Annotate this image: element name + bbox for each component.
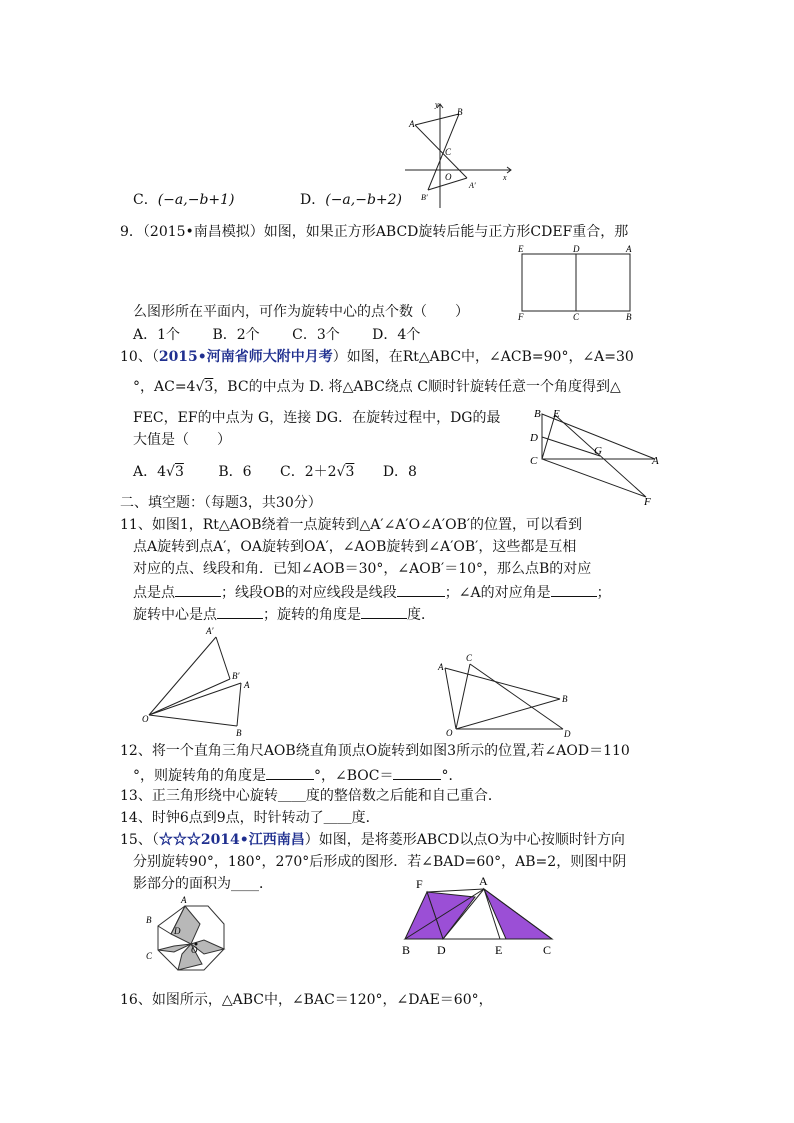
figure-q11-rotation-1: [140, 622, 260, 740]
q15-label-A: A: [181, 895, 187, 905]
section-2-heading: 二、填空题：（每题3，共30分）: [120, 495, 322, 511]
q10-line1: 10、（2015•河南省师大附中月考）如图，在Rt△ABC中，∠ACB=90°，∠A=30: [120, 349, 634, 365]
q11b-label-D: D: [564, 729, 571, 739]
q11a-label-Bp: B′: [232, 671, 240, 681]
q10-option-a: A．4√3: [133, 464, 184, 480]
q16-label-E: E: [495, 943, 503, 957]
q16-label-C: C: [543, 943, 552, 957]
q8-label-C: C: [445, 147, 452, 157]
sqrt-symbol: √: [195, 379, 205, 395]
q8-label-y: y: [435, 100, 439, 109]
q11-line4: 点是点 ；线段OB的对应线段是线段 ；∠A的对应角是 ；: [133, 581, 611, 603]
q13-text: 13、正三角形绕中心旋转＿＿度的整倍数之后能和自己重合．: [120, 788, 502, 804]
q8-label-Bp: B′: [421, 193, 428, 202]
q15-label-B: B: [146, 915, 152, 925]
q11b-label-C: C: [466, 653, 473, 663]
q11-line3: 对应的点、线段和角．已知∠AOB＝30°，∠AOB′＝10°，那么点B的对应: [133, 561, 592, 577]
q10-label-E: E: [553, 408, 560, 420]
q15-label-D: D: [174, 926, 181, 936]
q10-line4: 大值是（ ）: [133, 432, 231, 448]
figure-q11-rotation-2: [437, 650, 577, 742]
q9-label-B: B: [626, 312, 632, 322]
q15-label-C: C: [146, 951, 153, 961]
q11-line1: 11、如图1，Rt△AOB绕着一点旋转到△A′∠A′O∠A′OB′的位置，可以看到: [120, 517, 583, 533]
q8-label-B: B: [457, 107, 463, 117]
q12-blank-2[interactable]: [393, 764, 441, 780]
q8-option-d: D．(−a,−b+2): [300, 192, 403, 208]
q10-label-F: F: [644, 496, 651, 508]
q11-blank-5[interactable]: [361, 603, 407, 619]
q9-label-E: E: [518, 244, 524, 254]
q11-blank-1[interactable]: [175, 581, 221, 597]
q11-blank-3[interactable]: [551, 581, 597, 597]
q11a-label-Ap: A′: [206, 626, 214, 636]
q11-line2: 点A旋转到点A′，OA旋转到OA′，∠AOB旋转到∠A′OB′，这些都是互相: [133, 539, 577, 555]
q10-source: 2015•河南省师大附中月考: [158, 349, 333, 365]
q16-label-F: F: [416, 877, 423, 891]
q10-line2: °，AC=4√3，BC的中点为 D. 将△ABC绕点 C顺时针旋转任意一个角度得到△: [133, 379, 621, 395]
q11a-label-B: B: [236, 728, 242, 738]
q8-label-A: A: [409, 119, 415, 129]
q9-label-F: F: [518, 312, 524, 322]
q8-label-x: x: [503, 173, 507, 182]
q10-label-A: A: [652, 455, 659, 467]
q10-label-D: D: [530, 432, 538, 444]
q9-label-A: A: [626, 244, 632, 254]
q9-text-line2: 么图形所在平面内，可作为旋转中心的点个数（ ）: [133, 304, 469, 320]
figure-q16-triangle: [396, 872, 564, 962]
q10-label-C: C: [530, 455, 538, 467]
q10-line3: FEC，EF的中点为 G，连接 DG．在旋转过程中，DG的最: [133, 410, 501, 426]
q12-line1: 12、将一个直角三角尺AOB绕直角顶点O旋转到如图3所示的位置,若∠AOD＝110: [120, 743, 630, 759]
q11-line5: 旋转中心是点 ；旋转的角度是 度．: [133, 603, 435, 625]
q15-line2: 分别旋转90°，180°，270°后形成的图形．若∠BAD=60°，AB=2，则图中阴: [133, 854, 627, 870]
q16-text: 16、如图所示，△ABC中，∠BAC＝120°，∠DAE＝60°，: [120, 992, 493, 1008]
figure-q8-coordinate: [395, 98, 515, 210]
q15-line1: 15、（☆☆☆2014•江西南昌）如图，是将菱形ABCD以点O为中心按顺时针方向: [120, 832, 625, 848]
q9-text-line1: 9．（2015•南昌模拟）如图，如果正方形ABCD旋转后能与正方形CDEF重合，那: [120, 224, 629, 240]
q11-blank-2[interactable]: [397, 581, 445, 597]
q12-blank-1[interactable]: [266, 764, 314, 780]
q10-label-B: B: [534, 408, 541, 420]
q11a-label-A: A: [244, 680, 250, 690]
q8-option-d-expr: (−a,−b+2): [325, 192, 403, 208]
q16-label-A: A: [479, 874, 488, 888]
figure-q9-squares: [515, 243, 640, 323]
q15-source: ☆☆☆2014•江西南昌: [158, 832, 305, 848]
q15-label-O: O: [191, 945, 198, 955]
figure-q15-rhombus-rotation: [140, 892, 236, 982]
q14-text: 14、时钟6点到9点，时针转动了＿＿度．: [120, 810, 380, 826]
q12-line2: °，则旋转角的角度是 °，∠BOC＝ °．: [133, 764, 462, 786]
q11b-label-O: O: [446, 728, 453, 738]
q10-label-G: G: [594, 445, 602, 457]
q10-option-d: D．8: [382, 464, 417, 480]
q10-options: [133, 462, 417, 482]
q16-label-B: B: [402, 943, 411, 957]
q8-option-c-expr: (−a,−b+1): [157, 192, 235, 208]
q10-option-b: B．6: [218, 464, 252, 480]
q16-label-D: D: [437, 943, 446, 957]
q8-option-c: C．(−a,−b+1): [133, 192, 235, 208]
q8-label-O: O: [445, 172, 452, 182]
figure-q10-triangles: [524, 404, 672, 508]
q10-option-c: C．2＋2√3: [279, 464, 355, 480]
q11b-label-A: A: [438, 662, 444, 672]
q11-blank-4[interactable]: [217, 603, 263, 619]
q15-line3: 影部分的面积为____．: [133, 876, 273, 892]
q11a-label-O: O: [142, 714, 149, 724]
q9-label-D: D: [573, 244, 580, 254]
q9-label-C: C: [573, 312, 580, 322]
q8-label-Ap: A′: [469, 181, 476, 190]
q11b-label-B: B: [562, 694, 568, 704]
q9-options: A．1个 B．2个 C．3个 D．4个: [133, 327, 421, 343]
